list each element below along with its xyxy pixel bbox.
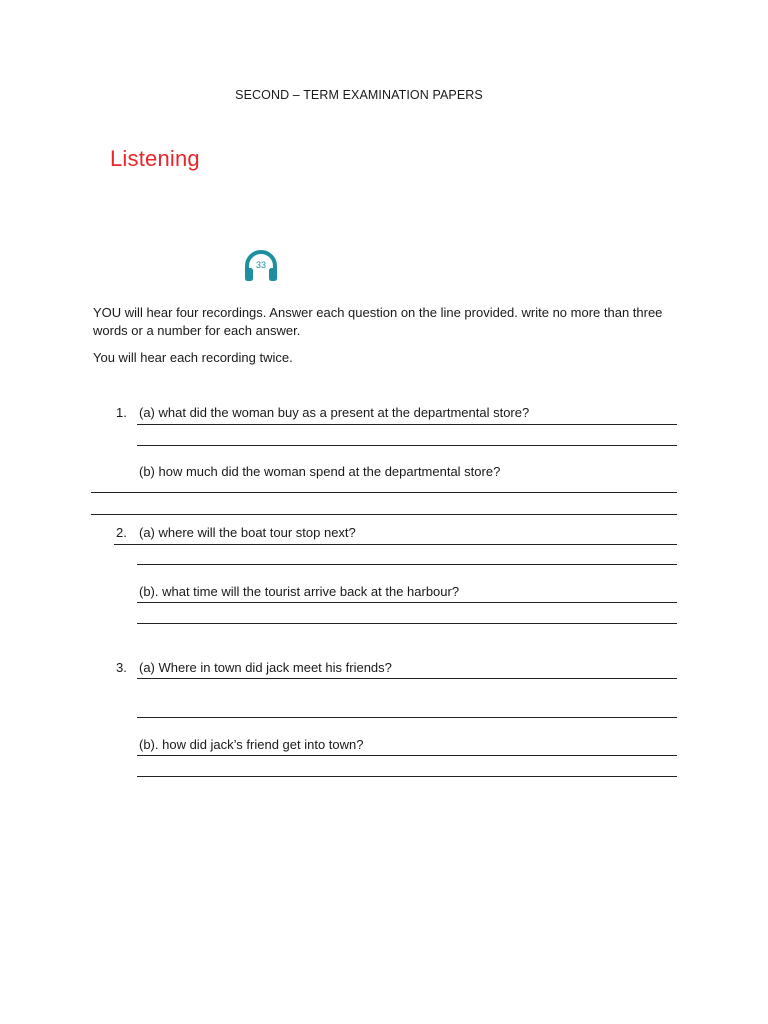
question-text: (b). how did jack’s friend get into town? [139,737,364,752]
question-text: (a) what did the woman buy as a present at the departmental store? [139,405,530,420]
section-title: Listening [110,146,200,171]
headphones-icon [243,248,279,284]
answer-line[interactable] [137,717,677,718]
answer-line[interactable] [137,424,677,425]
answer-line[interactable] [137,602,677,603]
question-text: (a) where will the boat tour stop next? [139,525,356,540]
page-header-title: SECOND – TERM EXAMINATION PAPERS [235,88,483,102]
answer-line[interactable] [91,514,677,515]
answer-line[interactable] [137,564,677,565]
question-text: (b) how much did the woman spend at the departmental store? [139,464,501,479]
answer-line[interactable] [137,678,677,679]
instructions-repeat-note: You will hear each recording twice. [93,350,293,365]
question-number: 1. [116,405,127,420]
headphones-icon-label: 33 [255,260,267,270]
question-number: 3. [116,660,127,675]
question-text: (b). what time will the tourist arrive back at the harbour? [139,584,460,599]
answer-line[interactable] [137,776,677,777]
answer-line[interactable] [137,445,677,446]
answer-line[interactable] [137,755,677,756]
answer-line[interactable] [114,544,677,545]
instructions-paragraph: YOU will hear four recordings. Answer each question on the line provided. write no more than three words or a number for each answer. [93,305,663,338]
question-text: (a) Where in town did jack meet his friends? [139,660,392,675]
answer-line[interactable] [91,492,677,493]
answer-line[interactable] [137,623,677,624]
question-number: 2. [116,525,127,540]
